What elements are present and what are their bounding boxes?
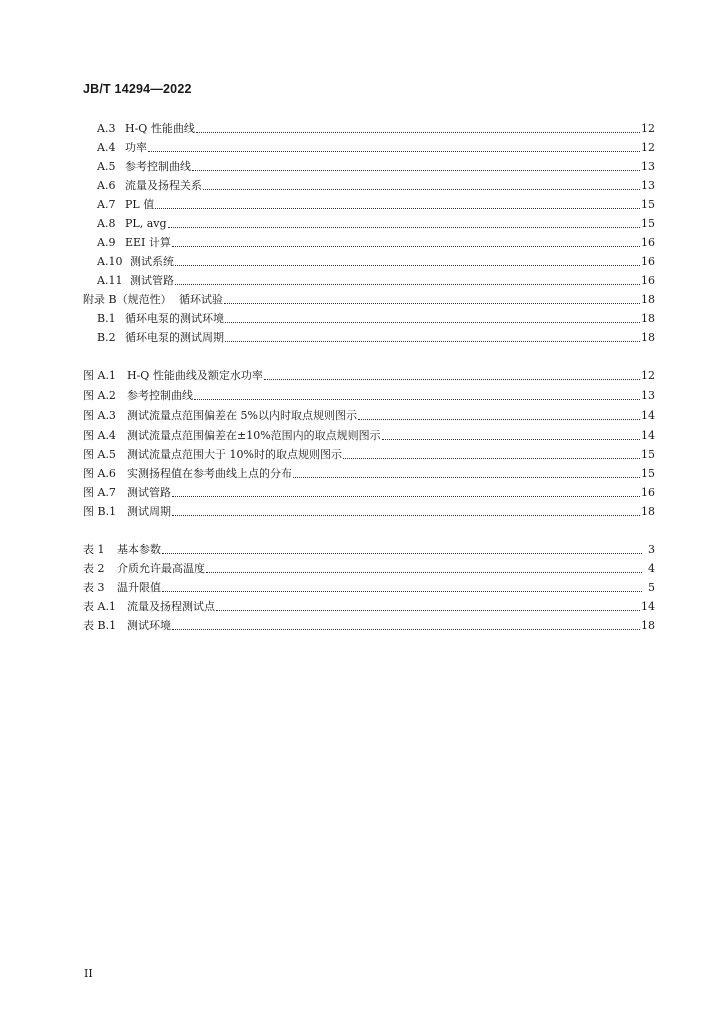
toc-entry-title: EEI 计算 <box>125 236 171 249</box>
toc-entry-page: 15 <box>641 467 655 480</box>
toc-entry-number: A.11 <box>97 274 123 287</box>
toc-entry-page: 13 <box>641 389 655 402</box>
dot-leader <box>172 619 640 630</box>
toc-entry-page: 16 <box>641 255 655 268</box>
toc-entry-page: 16 <box>641 274 655 287</box>
toc-entry-page: 12 <box>641 369 655 382</box>
toc-entry[interactable] <box>83 198 655 212</box>
toc-entry[interactable] <box>83 389 655 403</box>
page-number-footer: II <box>84 967 93 980</box>
toc-entry-title: 功率 <box>125 141 147 154</box>
dot-leader <box>358 409 640 420</box>
dot-leader <box>172 505 640 516</box>
toc-entry-title: PL 值 <box>125 198 155 211</box>
toc-entry-number: 图 A.5 <box>83 448 116 461</box>
toc-entry-title: 流量及扬程关系 <box>125 179 202 192</box>
toc-entry[interactable] <box>83 274 655 288</box>
dot-leader <box>293 467 640 478</box>
toc-entry-page: 15 <box>641 217 655 230</box>
dot-leader <box>225 312 640 323</box>
toc-entry-page: 14 <box>641 600 655 613</box>
toc-entry-number: 图 A.4 <box>83 429 116 442</box>
toc-entry-title: 测试环境 <box>127 619 171 632</box>
dot-leader <box>216 600 640 611</box>
dot-leader <box>162 543 642 554</box>
dot-leader <box>203 179 640 190</box>
toc-entry-title: 测试周期 <box>127 505 171 518</box>
toc-entry-number: A.4 <box>97 141 116 154</box>
toc-entry-number: A.9 <box>97 236 116 249</box>
dot-leader <box>224 293 640 304</box>
dot-leader <box>192 160 640 171</box>
dot-leader <box>172 236 640 247</box>
toc-entry[interactable] <box>83 236 655 250</box>
dot-leader <box>168 217 640 228</box>
toc-entry-number: B.1 <box>97 312 116 325</box>
toc-entry-number: 图 B.1 <box>83 505 117 518</box>
toc-entry-number: 图 A.6 <box>83 467 116 480</box>
toc-entry[interactable] <box>83 448 655 462</box>
toc-entry[interactable] <box>83 619 655 633</box>
toc-entry-title: H-Q 性能曲线及额定水功率 <box>127 369 263 382</box>
toc-entry[interactable] <box>83 331 655 345</box>
toc-entry-page: 18 <box>641 331 655 344</box>
toc-entry[interactable] <box>83 543 655 557</box>
toc-entry[interactable] <box>83 160 655 174</box>
toc-entry[interactable] <box>83 429 655 443</box>
toc-entry[interactable] <box>83 255 655 269</box>
toc-entry-page: 18 <box>641 293 655 306</box>
dot-leader <box>155 198 640 209</box>
toc-entry-page: 13 <box>641 179 655 192</box>
toc-entry-page: 3 <box>648 543 655 556</box>
toc-entry-title: 循环试验 <box>179 293 223 306</box>
toc-entry-number: 表 A.1 <box>83 600 116 613</box>
dot-leader <box>194 389 640 400</box>
toc-entry-page: 4 <box>648 562 655 575</box>
toc-entry[interactable] <box>83 293 655 307</box>
toc-entry-number: 图 A.1 <box>83 369 116 382</box>
toc-entry-page: 16 <box>641 486 655 499</box>
toc-entry-number: A.6 <box>97 179 116 192</box>
toc-entry-page: 18 <box>641 505 655 518</box>
toc-entry[interactable] <box>83 312 655 326</box>
dot-leader <box>148 141 640 152</box>
toc-entry-title: 测试系统 <box>130 255 174 268</box>
toc-entry[interactable] <box>83 505 655 519</box>
toc-entry-page: 14 <box>641 409 655 422</box>
toc-entry-page: 12 <box>641 141 655 154</box>
dot-leader <box>175 274 640 285</box>
toc-entry-number: A.3 <box>97 122 116 135</box>
toc-entry-number: 表 3 <box>83 581 105 594</box>
toc-entry-page: 18 <box>641 312 655 325</box>
dot-leader <box>175 255 640 266</box>
toc-entry[interactable] <box>83 486 655 500</box>
toc-entry-page: 5 <box>648 581 655 594</box>
toc-entry-title: 测试管路 <box>127 486 171 499</box>
dot-leader <box>206 562 642 573</box>
dot-leader <box>264 369 640 380</box>
toc-entry[interactable] <box>83 562 655 576</box>
toc-entry[interactable] <box>83 581 655 595</box>
toc-entry-title: 基本参数 <box>117 543 161 556</box>
toc-entry-number: 图 A.3 <box>83 409 116 422</box>
toc-entry[interactable] <box>83 122 655 136</box>
toc-entry[interactable] <box>83 179 655 193</box>
toc-entry[interactable] <box>83 467 655 481</box>
toc-entry-title: 参考控制曲线 <box>127 389 193 402</box>
toc-entry-title: 测试流量点范围偏差在±10%范围内的取点规则图示 <box>127 429 381 442</box>
toc-entry-number: 图 A.2 <box>83 389 116 402</box>
toc-entry-number: 表 1 <box>83 543 105 556</box>
toc-entry-title: 流量及扬程测试点 <box>127 600 215 613</box>
toc-entry-title: 实测扬程值在参考曲线上点的分布 <box>127 467 292 480</box>
dot-leader <box>172 486 640 497</box>
dot-leader <box>382 429 640 440</box>
toc-entry-page: 13 <box>641 160 655 173</box>
toc-entry[interactable] <box>83 369 655 383</box>
toc-entry-number: A.7 <box>97 198 116 211</box>
toc-entry-number: A.10 <box>97 255 123 268</box>
dot-leader <box>162 581 642 592</box>
toc-entry-title: 循环电泵的测试周期 <box>125 331 224 344</box>
toc-entry-number: A.5 <box>97 160 116 173</box>
toc-entry-page: 15 <box>641 448 655 461</box>
toc-entry-title: PL, avg <box>125 217 167 230</box>
toc-entry-number: B.2 <box>97 331 116 344</box>
toc-entry-title: 测试流量点范围偏差在 5%以内时取点规则图示 <box>127 409 357 422</box>
toc-entry-page: 16 <box>641 236 655 249</box>
toc-entry[interactable] <box>83 141 655 155</box>
toc-entry-number: 图 A.7 <box>83 486 116 499</box>
toc-entry-page: 14 <box>641 429 655 442</box>
toc-entry-title: 测试流量点范围大于 10%时的取点规则图示 <box>127 448 342 461</box>
dot-leader <box>196 122 640 133</box>
toc-entry-title: 参考控制曲线 <box>125 160 191 173</box>
toc-entry[interactable] <box>83 217 655 231</box>
toc-entry-page: 18 <box>641 619 655 632</box>
toc-entry[interactable] <box>83 600 655 614</box>
toc-entry-page: 12 <box>641 122 655 135</box>
toc-entry-number: 表 2 <box>83 562 105 575</box>
toc-entry-title: 温升限值 <box>117 581 161 594</box>
toc-entry-page: 15 <box>641 198 655 211</box>
toc-entry-number: A.8 <box>97 217 116 230</box>
toc-entry-title: 循环电泵的测试环境 <box>125 312 224 325</box>
toc-entry-title: H-Q 性能曲线 <box>125 122 195 135</box>
toc-entry[interactable] <box>83 409 655 423</box>
toc-entry-title: 介质允许最高温度 <box>117 562 205 575</box>
dot-leader <box>225 331 640 342</box>
toc-entry-number: 表 B.1 <box>83 619 117 632</box>
document-code-header: JB/T 14294—2022 <box>83 82 192 96</box>
toc-entry-number: 附录 B（规范性） <box>83 293 172 306</box>
toc-entry-title: 测试管路 <box>130 274 174 287</box>
dot-leader <box>343 448 640 459</box>
